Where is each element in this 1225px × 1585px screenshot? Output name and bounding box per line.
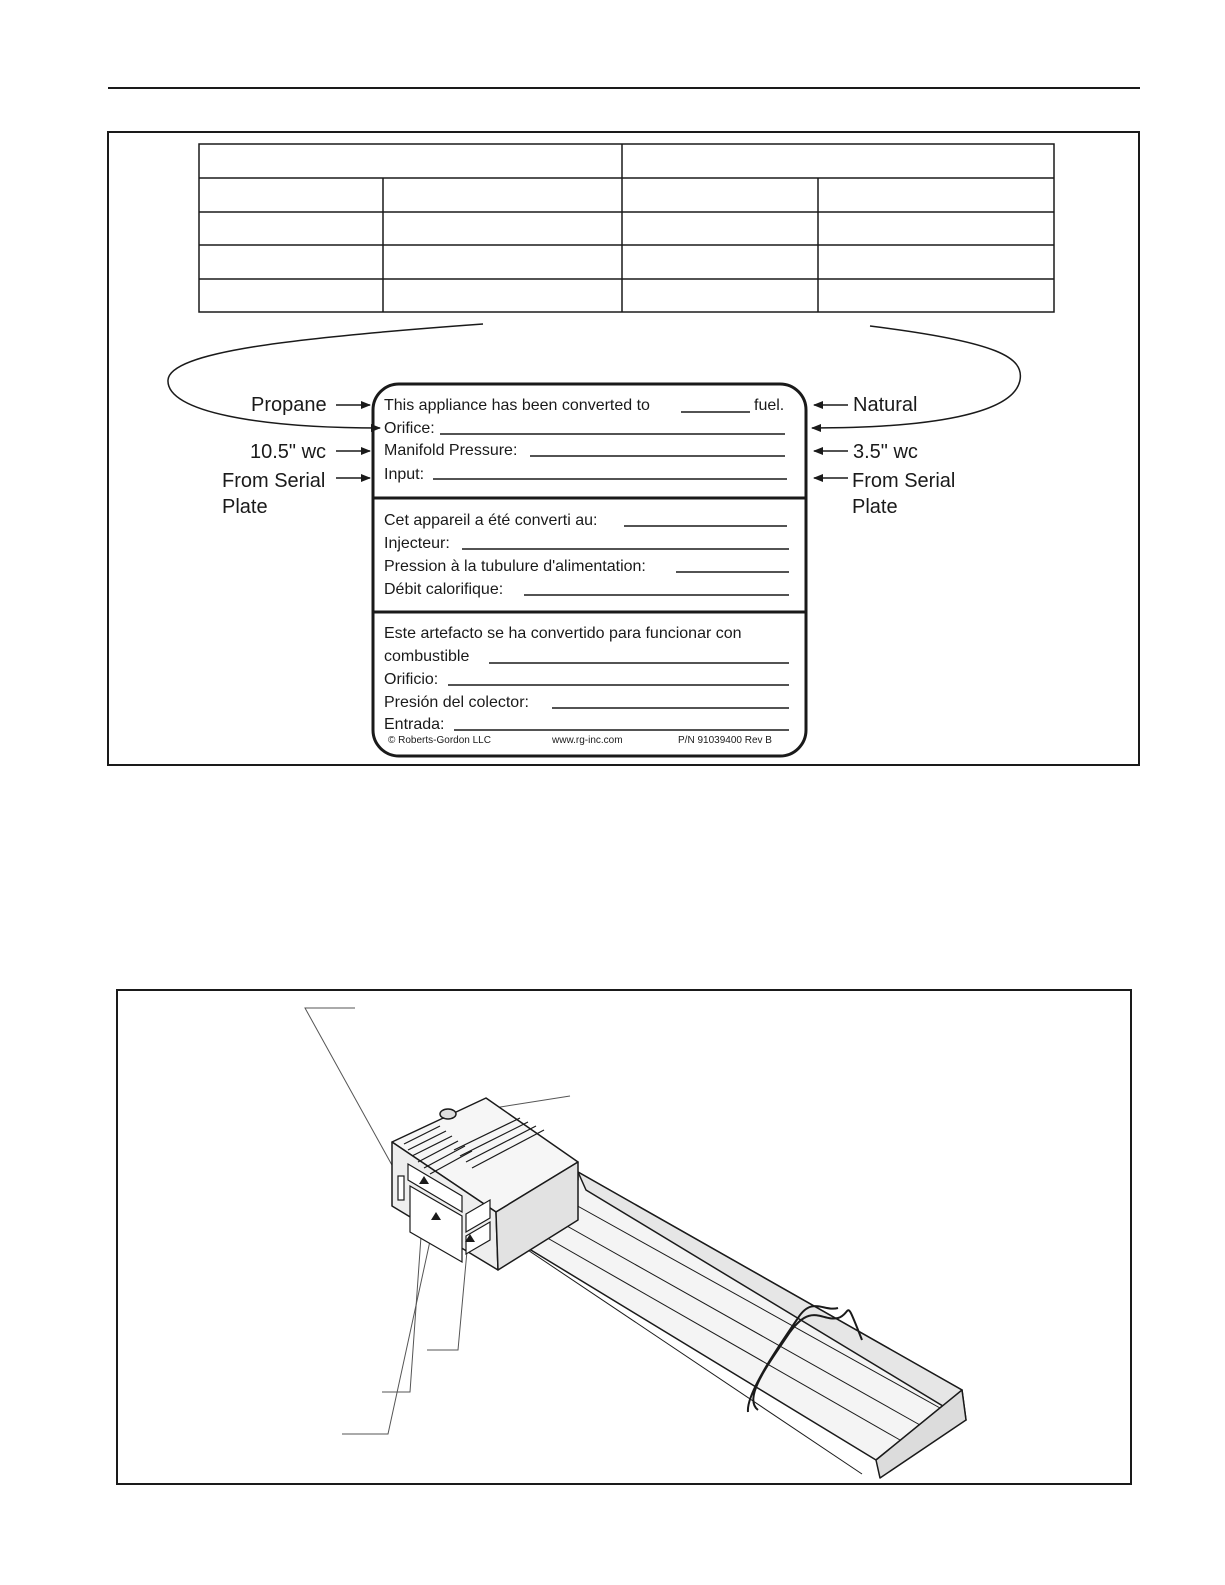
natural-pressure-text: 3.5" wc	[853, 441, 918, 463]
right-serial-line2: Plate	[852, 496, 898, 518]
natural-callout-text: Natural	[853, 394, 918, 416]
label-es-line2: combustible	[384, 648, 470, 665]
label-en-manifold: Manifold Pressure:	[384, 442, 518, 459]
label-footer-copyright: © Roberts-Gordon LLC	[388, 735, 491, 746]
label-en-converted-suffix: fuel.	[754, 397, 785, 414]
label-fr-pressure: Pression à la tubulure d'alimentation:	[384, 558, 646, 575]
propane-pressure-text: 10.5" wc	[250, 441, 327, 463]
label-es-line1: Este artefacto se ha convertido para funcionar con	[384, 625, 742, 642]
label-es-input: Entrada:	[384, 716, 445, 733]
left-serial-line2: Plate	[222, 496, 268, 518]
label-fr-rate: Débit calorifique:	[384, 581, 504, 598]
propane-callout-text: Propane	[251, 394, 327, 416]
label-en-converted-prefix: This appliance has been converted to	[384, 397, 650, 414]
label-fr-converted: Cet appareil a été converti au:	[384, 512, 598, 529]
left-serial-line1: From Serial	[222, 470, 326, 492]
label-en-orifice: Orifice:	[384, 420, 435, 437]
label-footer-website: www.rg-inc.com	[552, 735, 623, 746]
label-en-input: Input:	[384, 466, 425, 483]
label-footer-part-number: P/N 91039400 Rev B	[678, 735, 772, 746]
right-serial-line1: From Serial	[852, 470, 956, 492]
label-es-pressure: Presión del colector:	[384, 694, 529, 711]
label-fr-injector: Injecteur:	[384, 535, 450, 552]
label-es-orifice: Orificio:	[384, 671, 439, 688]
